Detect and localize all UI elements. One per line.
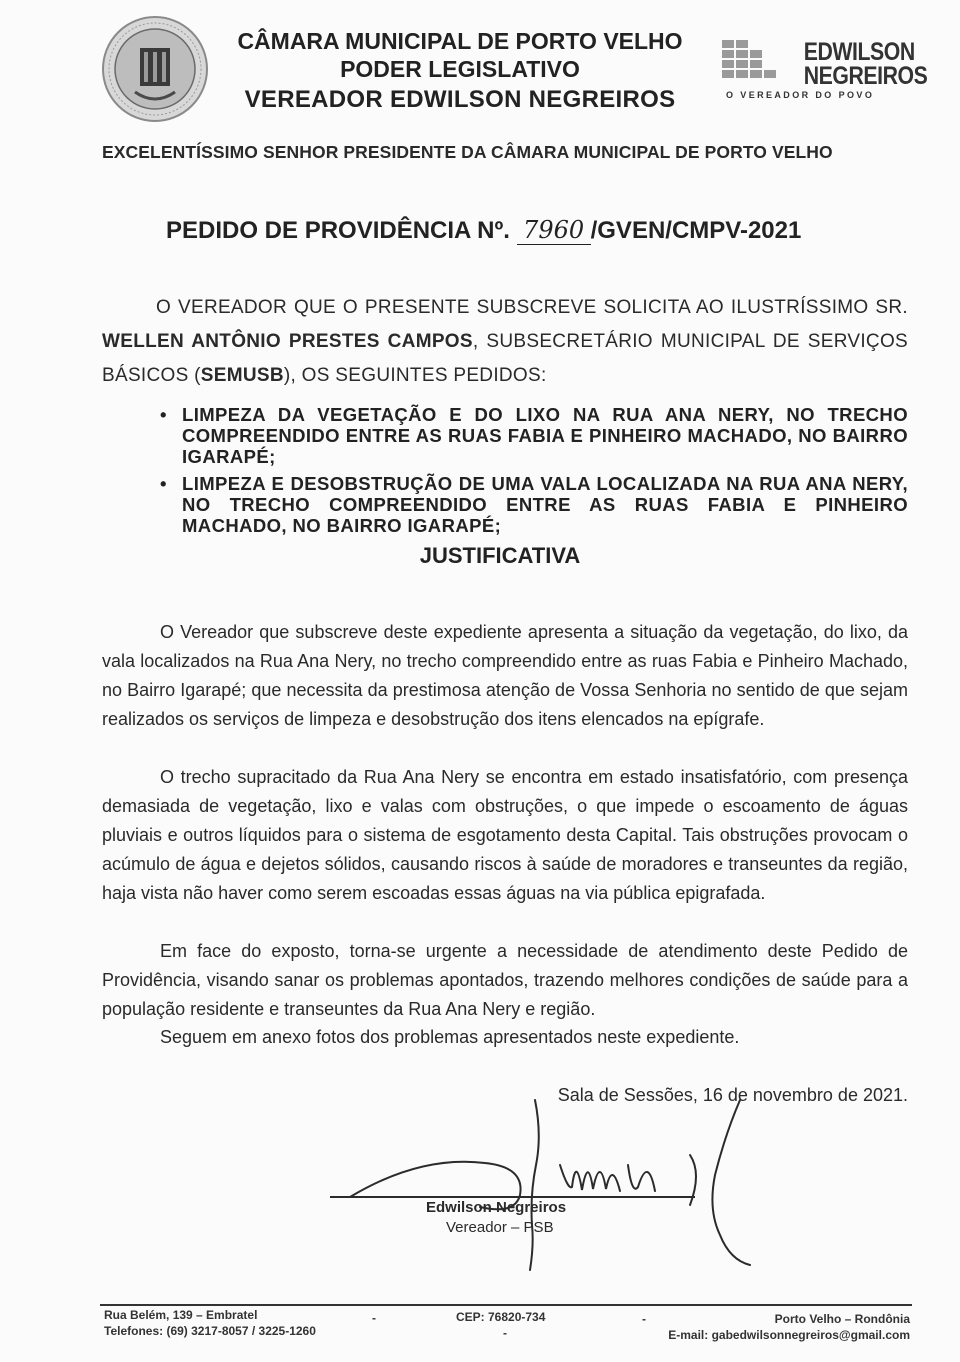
list-item: • LIMPEZA E DESOBSTRUÇÃO DE UMA VALA LOCALIZADA NA RUA ANA NERY, NO TRECHO COMPREENDIDO ENTRE AS RUAS FABIA E PINHEIRO MACHADO, NO BAIRRO IGARAPÉ; xyxy=(160,473,908,536)
title-number: 7960 xyxy=(517,216,591,245)
logo-name-2: NEGREIROS xyxy=(803,62,928,90)
signature-name: Edwilson Negreiros xyxy=(426,1199,567,1216)
request-items xyxy=(160,404,908,536)
paragraph-2: O trecho supracitado da Rua Ana Nery se encontra em estado insatisfatório, com presença demasiada de vegetação, lixo e valas com obstruções, o que impede o escoamento de águas pluviais e outros líquidos para o sistema de esgotamento desta Capital. Tais obstruções provocam o acúmulo de água e dejetos sólidos, causando riscos à saúde de moradores e transeuntes da região, haja vista não haver como serem escoadas essas águas na via pública epigrafada. xyxy=(102,767,908,903)
paragraph-1: O Vereador que subscreve deste expediente apresenta a situação da vegetação, do lixo, da vala localizados na Rua Ana Nery, no trecho compreendido entre as ruas Fabia e Pinheiro Machado, no Bairro Igarapé; que necessita da prestimosa atenção de Vossa Senhoria no sentido de que sejam realizados os serviços de limpeza e desobstrução dos itens elencados na epígrafe. xyxy=(102,622,908,729)
edwilson-logo xyxy=(722,38,928,108)
header-councilor: VEREADOR EDWILSON NEGREIROS xyxy=(244,86,676,113)
footer-separator: - xyxy=(372,1311,376,1325)
signature-role: Vereador – PSB xyxy=(446,1219,554,1236)
footer-email: E-mail: gabedwilsonnegreiros@gmail.com xyxy=(668,1328,910,1342)
list-item: • LIMPEZA DA VEGETAÇÃO E DO LIXO NA RUA ANA NERY, NO TRECHO COMPREENDIDO ENTRE AS RUAS FABIA E PINHEIRO MACHADO, NO BAIRRO IGARAPÉ; xyxy=(160,404,908,467)
footer-separator: - xyxy=(642,1312,646,1326)
handwritten-signature xyxy=(310,1095,770,1275)
request-recipient-name: WELLEN ANTÔNIO PRESTES CAMPOS xyxy=(102,331,473,352)
request-acronym: SEMUSB xyxy=(200,365,284,386)
request-text-3: ), OS SEGUINTES PEDIDOS: xyxy=(283,365,547,386)
header-chamber: CÂMARA MUNICIPAL DE PORTO VELHO xyxy=(237,28,683,54)
logo-blocks-icon xyxy=(722,40,784,86)
paragraph-4: Seguem em anexo fotos dos problemas apresentados neste expediente. xyxy=(160,1027,740,1047)
chamber-seal-icon xyxy=(100,14,210,124)
footer-phones: Telefones: (69) 3217-8057 / 3225-1260 xyxy=(104,1324,316,1338)
footer-city: Porto Velho – Rondônia xyxy=(774,1312,910,1326)
header-legislative: PODER LEGISLATIVO xyxy=(340,56,580,82)
title-prefix: PEDIDO DE PROVIDÊNCIA Nº. xyxy=(166,217,510,244)
footer-divider xyxy=(100,1304,912,1306)
request-text-2: , SUBSECRETÁRIO MUNICIPAL DE SERVIÇOS BÁSICOS ( xyxy=(102,331,909,386)
title-suffix: /GVEN/CMPV-2021 xyxy=(590,217,802,244)
footer-separator: - xyxy=(503,1326,507,1340)
footer-address: Rua Belém, 139 – Embratel xyxy=(104,1308,258,1322)
justification-title: JUSTIFICATIVA xyxy=(419,543,581,568)
request-text-1: O VEREADOR QUE O PRESENTE SUBSCREVE SOLICITA AO ILUSTRÍSSIMO SR. xyxy=(156,297,908,318)
logo-tagline: O VEREADOR DO POVO xyxy=(726,90,875,100)
logo-name-1: EDWILSON xyxy=(803,38,915,66)
date-line: Sala de Sessões, 16 de novembro de 2021. xyxy=(557,1085,908,1105)
document-title xyxy=(166,216,886,245)
paragraph-3: Em face do exposto, torna-se urgente a necessidade de atendimento deste Pedido de Providência, visando sanar os problemas apontados, trazendo melhores condições de saúde para a população residente e transeuntes da Rua Ana Nery e região. xyxy=(102,941,908,1019)
addressee: EXCELENTÍSSIMO SENHOR PRESIDENTE DA CÂMARA MUNICIPAL DE PORTO VELHO xyxy=(102,142,833,162)
footer-cep: CEP: 76820-734 xyxy=(456,1310,546,1324)
request-paragraph xyxy=(102,291,908,393)
